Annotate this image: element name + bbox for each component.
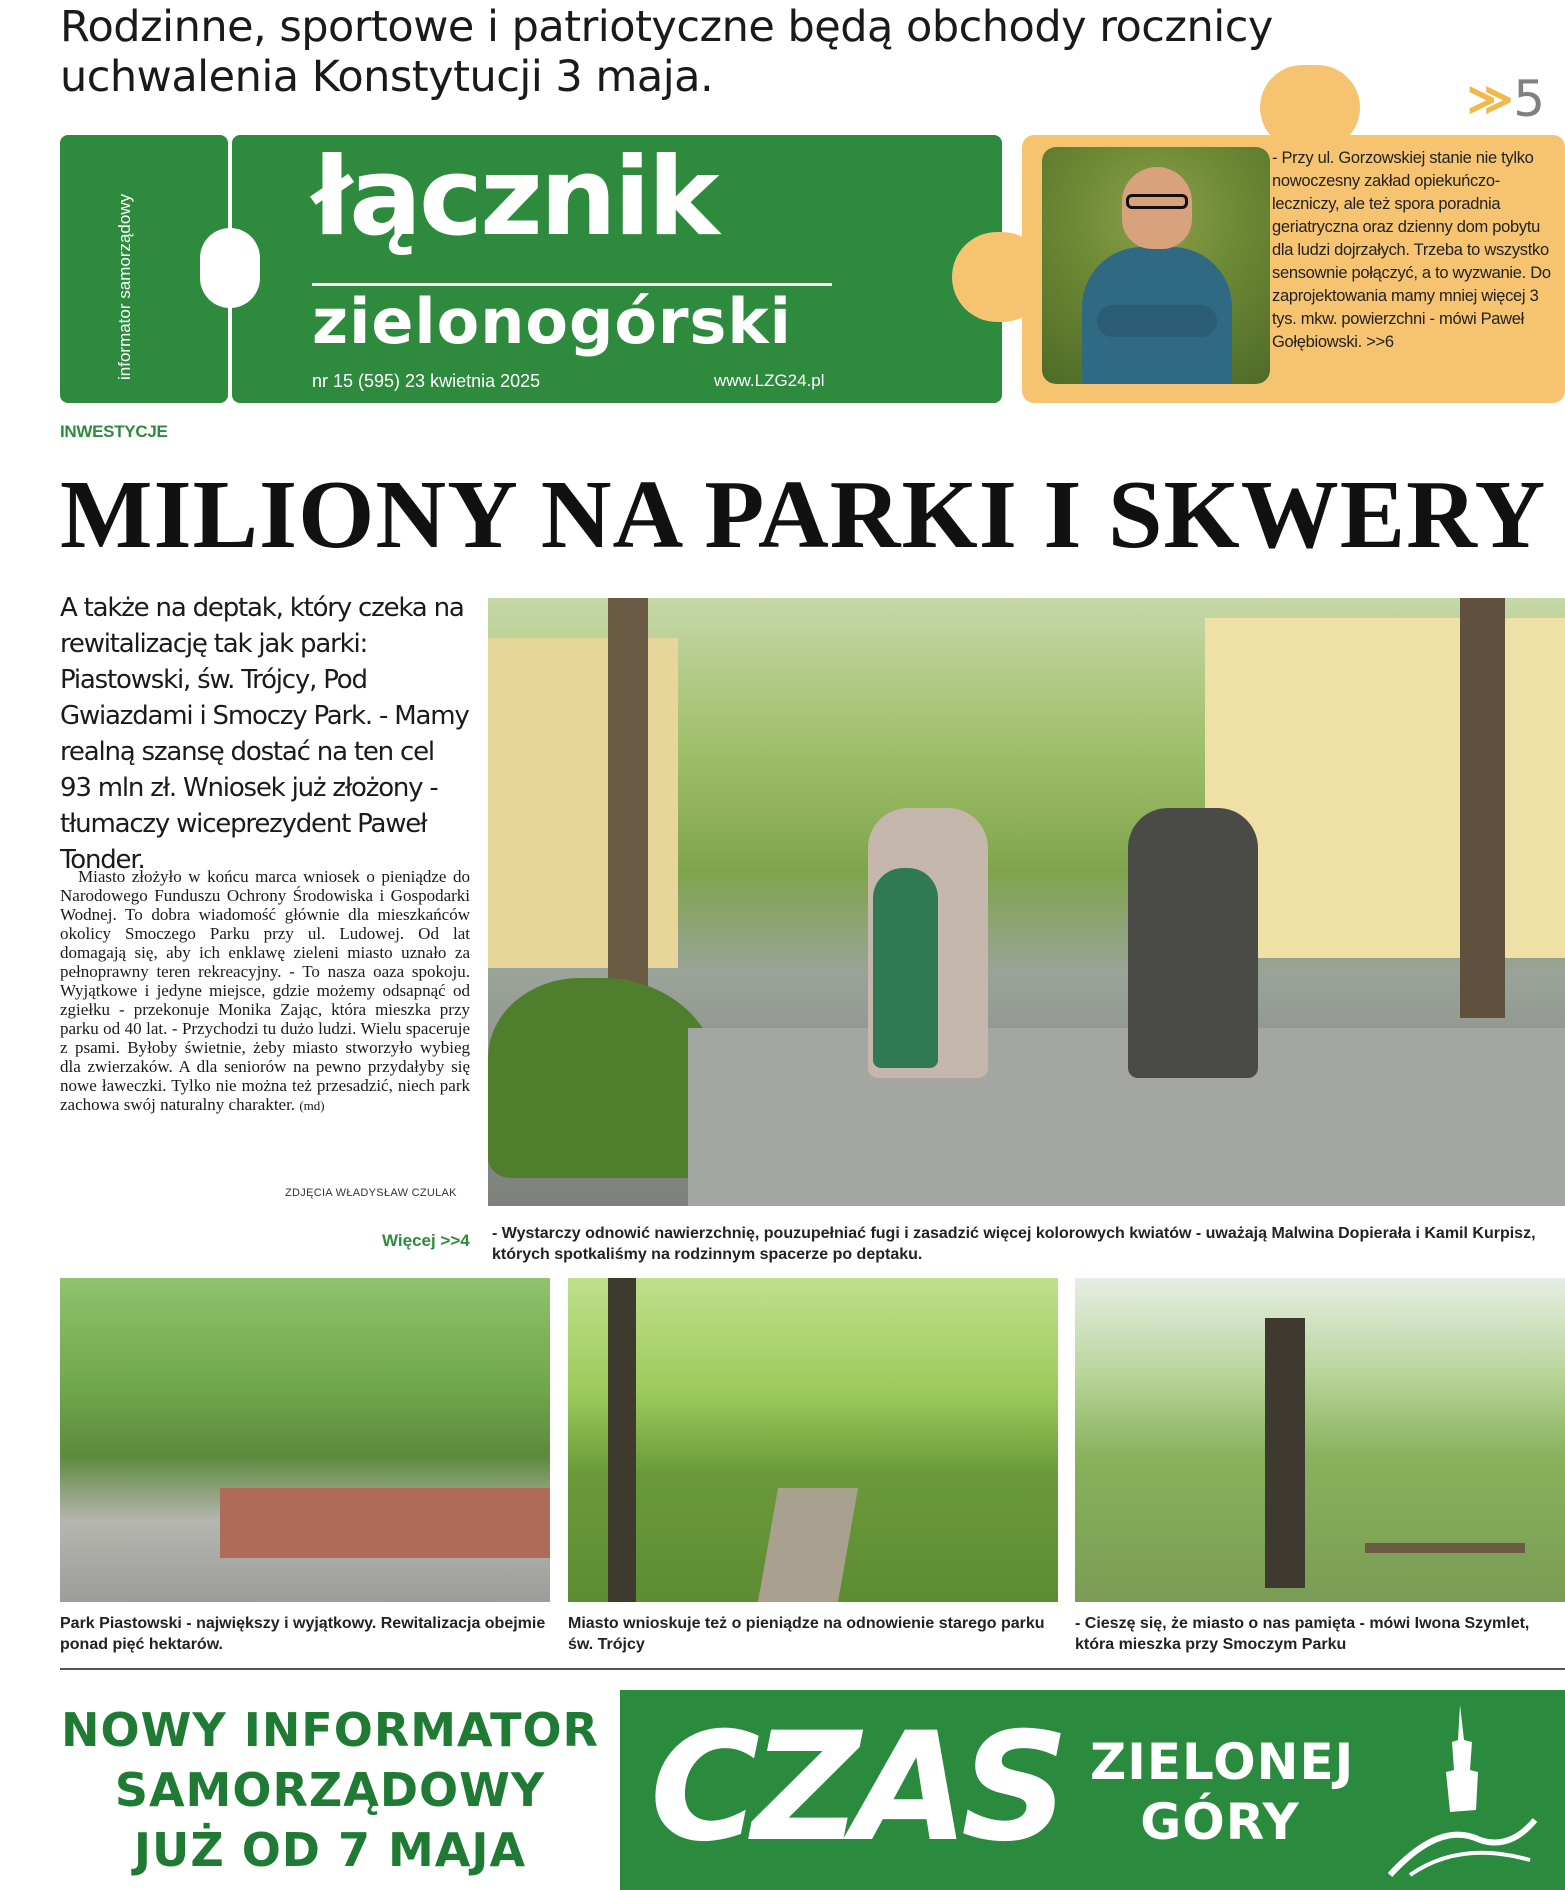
bench — [1365, 1543, 1525, 1553]
paving — [688, 1028, 1565, 1206]
photo-smoczy-park — [1075, 1278, 1565, 1602]
promo-line: SAMORZĄDOWY — [114, 1763, 546, 1817]
main-photo-caption: - Wystarczy odnowić nawierzchnię, pouzupełniać fugi i zasadzić więcej kolorowych kwiatów - uważają Malwina Dopierała i Kamil Kurpisz, których spotkaliśmy na rodzinnym spacerze po deptaku. — [492, 1225, 1536, 1263]
article-lede: A także na deptak, który czeka na rewitalizację tak jak parki: Piastowski, św. Trójcy, Pod Gwiazdami i Smoczy Park. - Mamy realną szansę dostać na ten cel 93 mln zł. Wniosek już złożony - tłumaczy wiceprezydent Paweł Tonder. — [60, 593, 469, 875]
divider — [60, 1668, 1565, 1670]
more-link[interactable]: Więcej >>4 — [382, 1231, 470, 1250]
tree-trunk — [1460, 598, 1505, 1018]
quote-text: - Przy ul. Gorzowskiej stanie nie tylko nowoczesny zakład opiekuńczo- leczniczy, ale też spora poradnia geriatryczna oraz dzienny dom pobytu dla ludzi dojrzałych. Trzeba to wszystko sensownie połączyć, a to wyzwanie. Do zaprojektowania mamy mniej więcej 3 tys. mkw. powierzchni - mówi Paweł Gołębiowski. >>6 — [1272, 149, 1551, 351]
tower-icon — [1380, 1700, 1540, 1880]
masthead-vertical-label: informator samorządowy — [115, 193, 134, 380]
main-photo — [488, 598, 1565, 1206]
article-body — [60, 867, 470, 1115]
child-figure — [873, 868, 938, 1068]
building-left — [488, 638, 678, 968]
article-body-text: Miasto złożyło w końcu marca wniosek o pieniądze do Narodowego Funduszu Ochrony Środowiska i Gospodarki Wodnej. To dobra wiadomość głównie dla mieszkańców okolicy Smoczego Parku przy ul. Ludowej. Od lat domagają się, aby ich enklawę zieleni miasto uznało za pełnoprawny teren rekreacyjny. - To nasza oaza spokoju. Wyjątkowe i jedyne miejsce, gdzie możemy odsapnąć od zgiełku - przekonuje Monika Zając, która mieszka przy parku od 40 lat. - Przychodzi tu dużo ludzi. Wielu spaceruje z psami. Byłoby świetnie, żeby miasto stworzyło wybieg dla zwierzaków. A dla seniorów na pewno przydałyby się nowe ławeczki. Tylko nie można też przesadzić, niech park zachowa swój naturalny charakter. — [60, 867, 470, 1114]
promo-line: NOWY INFORMATOR — [61, 1703, 599, 1757]
building-right — [1205, 618, 1565, 958]
double-arrow-icon: ≫ — [1467, 74, 1506, 124]
glasses-icon — [1126, 194, 1188, 209]
puzzle-notch — [200, 228, 260, 308]
portrait-photo — [1042, 147, 1270, 384]
tree-trunk — [608, 598, 648, 1038]
photo-caption: Miasto wnioskuje też o pieniądze na odnowienie starego parku św. Trójcy — [568, 1615, 1045, 1653]
footpath — [758, 1488, 858, 1602]
photo-credit: ZDJĘCIA WŁADYSŁAW CZULAK — [285, 1187, 457, 1199]
banner-logo-text: CZAS — [650, 1701, 1061, 1875]
teaser-text: Rodzinne, sportowe i patriotyczne będą obchody rocznicy uchwalenia Konstytucji 3 maja. — [60, 2, 1273, 102]
statue — [1128, 808, 1258, 1078]
portrait-arms — [1097, 305, 1217, 337]
brand-subtitle: zielonogórski — [312, 285, 792, 358]
page-number: 5 — [1513, 70, 1545, 128]
promo-text — [60, 1700, 600, 1880]
photo-park-piastowski — [60, 1278, 550, 1602]
promo-line: JUŻ OD 7 MAJA — [133, 1823, 527, 1877]
page-reference — [1467, 70, 1545, 128]
masthead — [232, 135, 1002, 403]
website-link[interactable]: www.LZG24.pl — [714, 371, 825, 390]
hedge — [488, 978, 718, 1178]
photo-caption: Park Piastowski - największy i wyjątkowy. Rewitalizacja obejmie ponad pięć hektarów. — [60, 1615, 546, 1653]
tree-trunk — [1265, 1318, 1305, 1588]
banner-subtitle — [1090, 1732, 1355, 1852]
author-signature: (md) — [299, 1098, 325, 1113]
banner-subtitle-line: GÓRY — [1140, 1793, 1300, 1851]
tree-trunk — [608, 1278, 636, 1602]
czas-banner — [620, 1690, 1565, 1890]
issue-info: nr 15 (595) 23 kwietnia 2025 — [312, 371, 541, 391]
photo-caption: - Cieszę się, że miasto o nas pamięta - mówi Iwona Szymlet, która mieszka przy Smoczym Parku — [1075, 1615, 1530, 1653]
photo-park-sw-trojcy — [568, 1278, 1058, 1602]
banner-subtitle-line: ZIELONEJ — [1090, 1733, 1355, 1791]
article-headline: MILIONY NA PARKI I SKWERY — [60, 461, 1547, 569]
fence — [220, 1488, 550, 1558]
brand-title: łącznik — [312, 135, 717, 260]
section-kicker: INWESTYCJE — [60, 422, 168, 441]
